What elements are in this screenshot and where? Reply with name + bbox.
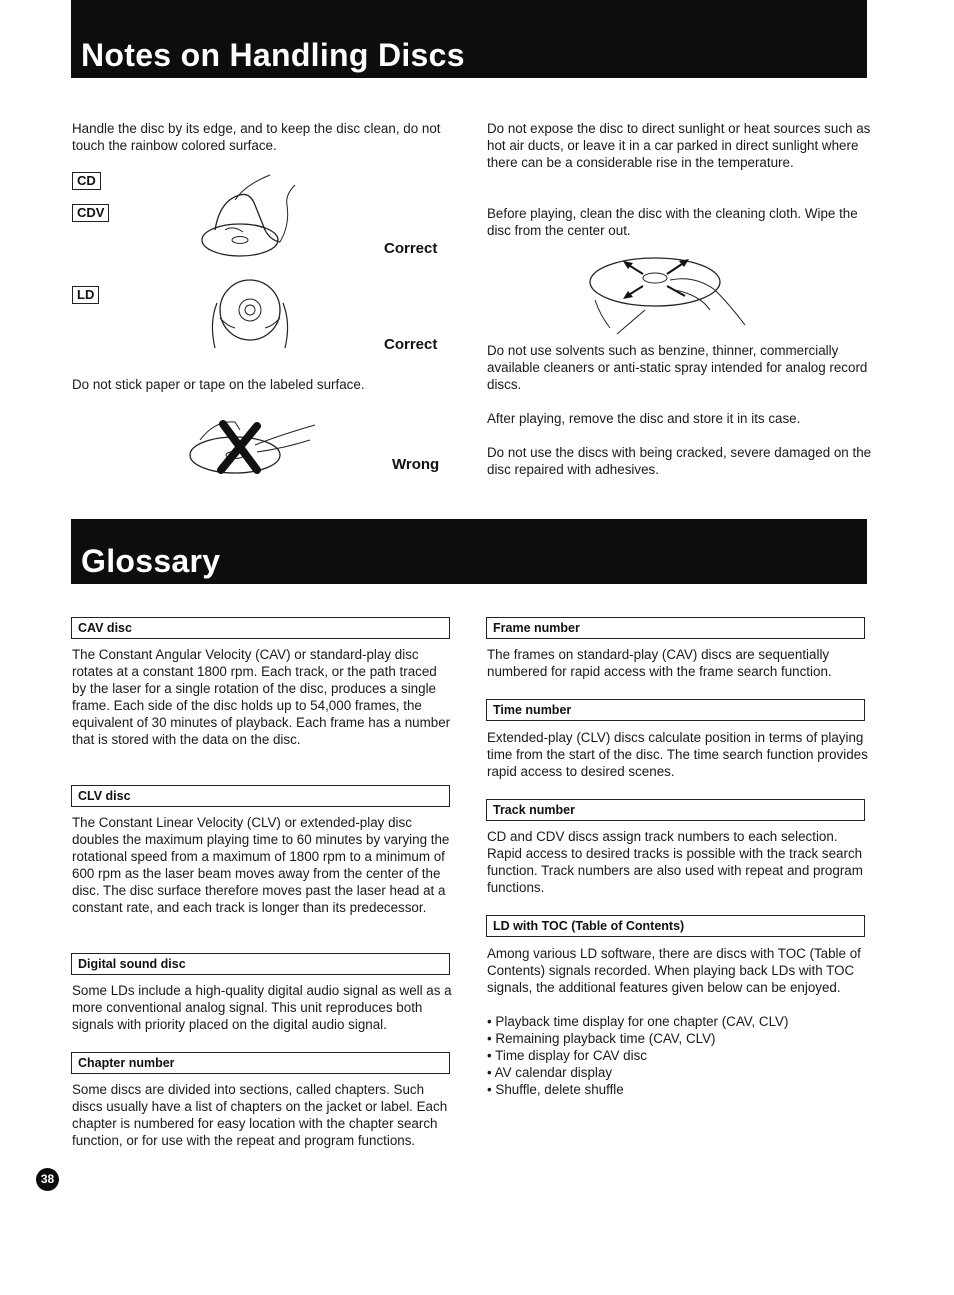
wrong-handling-illustration — [185, 410, 320, 480]
tag-ld: LD — [72, 286, 99, 304]
list-item: • Shuffle, delete shuffle — [487, 1081, 872, 1098]
definition-cav-disc: The Constant Angular Velocity (CAV) or standard-play disc rotates at a constant 1800 rpm. Each track, or the path traced by the laser for a single rotation of the disc, produces a single frame. Each side of the disc holds up to 54,000 frames, the equivalent of 30 minutes of playback. Each frame has a number that is stored with the data on the disc. — [72, 647, 451, 747]
term-ld-with-toc: LD with TOC (Table of Contents) — [486, 915, 865, 937]
definition-track-number: CD and CDV discs assign track numbers to each selection. Rapid access to desired tracks is possible with the track search function. Track numbers are also used with repeat and program functions. — [487, 829, 863, 895]
disc-held-by-edge-illustration — [195, 170, 305, 265]
section-banner-handling — [71, 0, 867, 78]
toc-features-list — [487, 1013, 872, 1098]
section-banner-glossary — [71, 519, 867, 584]
tag-cdv: CDV — [72, 204, 109, 222]
tag-cd: CD — [72, 172, 101, 190]
list-item: • Remaining playback time (CAV, CLV) — [487, 1030, 872, 1047]
definition-ld-with-toc: Among various LD software, there are discs with TOC (Table of Contents) signals recorded. When playing back LDs with TOC signals, the additional features given below can be enjoyed. — [487, 946, 861, 995]
paper-tape-note: Do not stick paper or tape on the labeled surface. — [72, 377, 365, 392]
list-item: • Time display for CAV disc — [487, 1047, 872, 1064]
verdict-wrong: Wrong — [392, 456, 440, 473]
sunlight-note: Do not expose the disc to direct sunlight or heat sources such as hot air ducts, or leave it in a car parked in direct sunlight where there can be a considerable rise in the temperature. — [487, 121, 871, 170]
definition-chapter-number: Some discs are divided into sections, called chapters. Such discs usually have a list of chapters on the jacket or label. Each chapter is numbered for easy location with the chapter search function, or for use with the repeat and program functions. — [72, 1082, 448, 1148]
cleaning-note: Before playing, clean the disc with the cleaning cloth. Wipe the disc from the center out. — [487, 206, 858, 238]
handling-intro: Handle the disc by its edge, and to keep the disc clean, do not touch the rainbow colored surface. — [72, 121, 441, 153]
term-track-number: Track number — [486, 799, 865, 821]
section-title-glossary: Glossary — [81, 543, 221, 579]
page-number: 38 — [36, 1168, 59, 1191]
list-item: • AV calendar display — [487, 1064, 872, 1081]
list-item: • Playback time display for one chapter (CAV, CLV) — [487, 1013, 872, 1030]
term-cav-disc: CAV disc — [71, 617, 450, 639]
term-chapter-number: Chapter number — [71, 1052, 450, 1074]
term-frame-number: Frame number — [486, 617, 865, 639]
term-time-number: Time number — [486, 699, 865, 721]
term-digital-sound-disc: Digital sound disc — [71, 953, 450, 975]
disc-cleaning-illustration — [585, 250, 755, 335]
verdict-correct-cd: Correct — [384, 240, 438, 257]
damage-note: Do not use the discs with being cracked, severe damaged on the disc repaired with adhesives. — [487, 445, 872, 477]
definition-time-number: Extended-play (CLV) discs calculate position in terms of playing time from the start of the disc. The time search function provides rapid access to desired scenes. — [487, 730, 868, 779]
verdict-correct-ld: Correct — [384, 336, 438, 353]
term-clv-disc: CLV disc — [71, 785, 450, 807]
section-title-handling: Notes on Handling Discs — [81, 37, 465, 73]
definition-digital-sound-disc: Some LDs include a high-quality digital audio signal as well as a more conventional analog signal. This unit reproduces both signals with priority placed on the digital audio signal. — [72, 983, 452, 1032]
storage-note: After playing, remove the disc and store it in its case. — [487, 411, 801, 426]
definition-frame-number: The frames on standard-play (CAV) discs are sequentially numbered for rapid access with the frame search function. — [487, 647, 832, 679]
ld-held-by-edges-illustration — [205, 278, 295, 353]
definition-clv-disc: The Constant Linear Velocity (CLV) or extended-play disc doubles the maximum playing time to 60 minutes by varying the rotational speed from a maximum of 1800 rpm to a minimum of 600 rpm as the laser beam moves away from the center of the disc. The disc surface therefore moves past the laser head at a constant rate, and each track is longer than its predecessor. — [72, 815, 450, 915]
solvents-note: Do not use solvents such as benzine, thinner, commercially available cleaners or anti-static spray intended for analog record discs. — [487, 343, 868, 392]
